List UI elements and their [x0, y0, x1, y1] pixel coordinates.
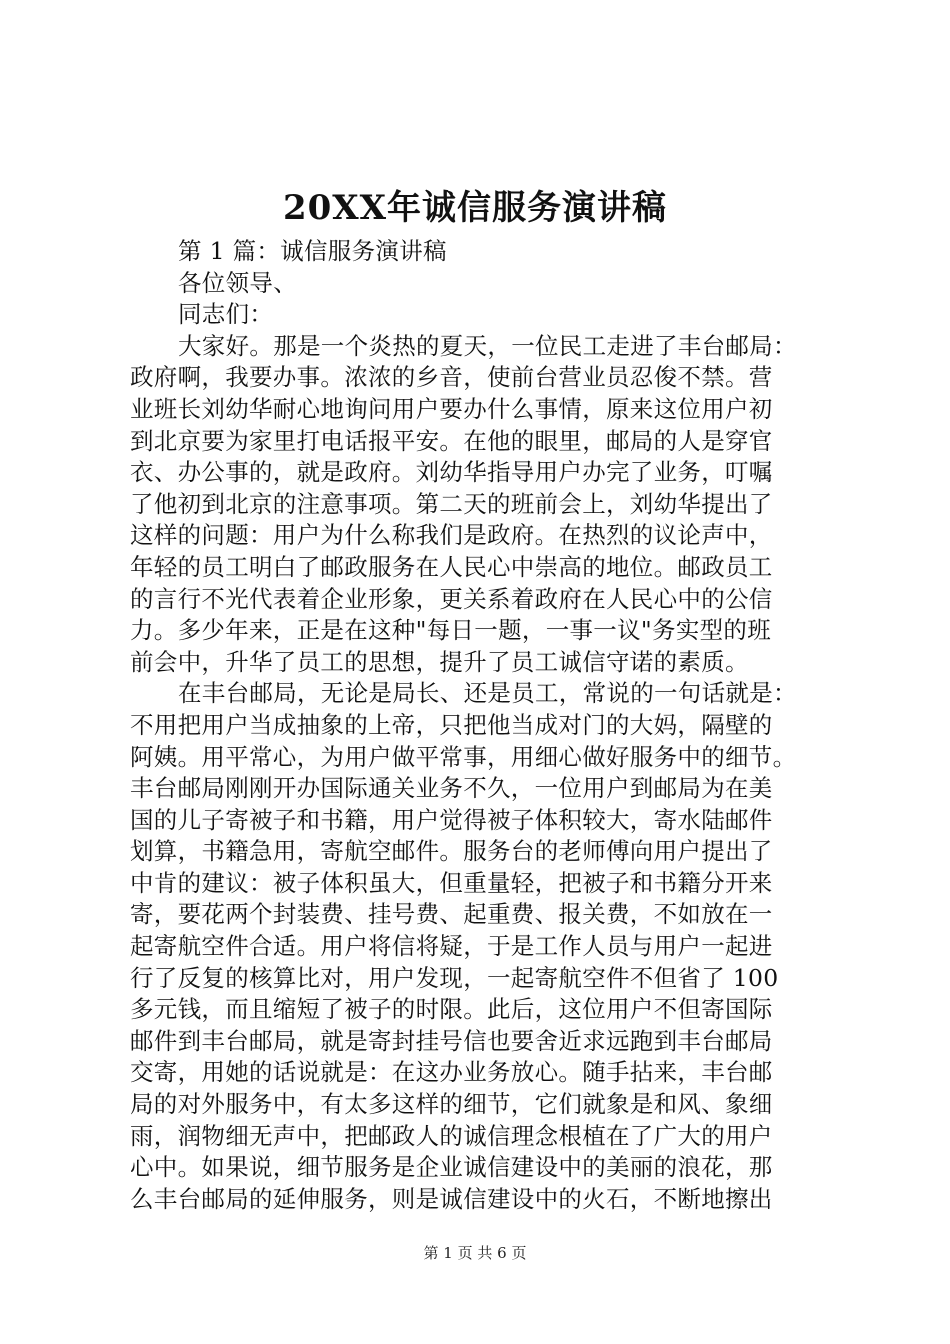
text-line: 划算，书籍急用，寄航空邮件。服务台的老师傅向用户提出了: [130, 837, 773, 866]
text-line: 行了反复的核算比对，用户发现，一起寄航空件不但省了 100: [130, 963, 779, 992]
text-line: 同志们：: [178, 300, 274, 329]
text-line: 衣、办公事的，就是政府。刘幼华指导用户办完了业务，叮嘱: [130, 458, 773, 487]
text-line: 在丰台邮局，无论是局长、还是员工，常说的一句话就是：: [178, 679, 797, 708]
text-line: 局的对外服务中，有太多这样的细节，它们就象是和风、象细: [130, 1090, 773, 1119]
text-line: 年轻的员工明白了邮政服务在人民心中崇高的地位。邮政员工: [130, 552, 773, 581]
text-line: 心中。如果说，细节服务是企业诚信建设中的美丽的浪花，那: [130, 1153, 773, 1182]
text-line: 多元钱，而且缩短了被子的时限。此后，这位用户不但寄国际: [130, 995, 773, 1024]
text-line: 中肯的建议：被子体积虽大，但重量轻，把被子和书籍分开来: [130, 868, 773, 897]
text-line: 各位领导、: [178, 268, 297, 297]
document-body: [130, 236, 846, 1215]
text-line: 到北京要为家里打电话报平安。在他的眼里，邮局的人是穿官: [130, 426, 773, 455]
text-line: 邮件到丰台邮局，就是寄封挂号信也要舍近求远跑到丰台邮局: [130, 1026, 773, 1055]
text-line: 业班长刘幼华耐心地询问用户要办什么事情，原来这位用户初: [130, 394, 773, 423]
text-line: 雨，润物细无声中，把邮政人的诚信理念根植在了广大的用户: [130, 1121, 773, 1150]
text-line: 不用把用户当成抽象的上帝，只把他当成对门的大妈，隔壁的: [130, 710, 773, 739]
text-line: 丰台邮局刚刚开办国际通关业务不久，一位用户到邮局为在美: [130, 774, 773, 803]
text-line: 交寄，用她的话说就是：在这办业务放心。随手拈来，丰台邮: [130, 1058, 773, 1087]
text-line: 前会中，升华了员工的思想，提升了员工诚信守诺的素质。: [130, 647, 749, 676]
text-line: 起寄航空件合适。用户将信将疑，于是工作人员与用户一起进: [130, 932, 773, 961]
document-title: 20XX年诚信服务演讲稿: [282, 188, 668, 228]
page-footer: 第 1 页 共 6 页: [423, 1244, 527, 1262]
text-line: 阿姨。用平常心，为用户做平常事，用细心做好服务中的细节。: [130, 742, 797, 771]
text-line: 力。多少年来，正是在这种"每日一题，一事一议"务实型的班: [130, 616, 772, 645]
text-line: 了他初到北京的注意事项。第二天的班前会上，刘幼华提出了: [130, 489, 773, 518]
text-line: 第 1 篇：诚信服务演讲稿: [178, 237, 447, 265]
text-line: 么丰台邮局的延伸服务，则是诚信建设中的火石，不断地擦出: [130, 1184, 773, 1213]
text-line: 这样的问题：用户为什么称我们是政府。在热烈的议论声中，: [130, 521, 773, 550]
text-line: 大家好。那是一个炎热的夏天，一位民工走进了丰台邮局：: [178, 331, 797, 360]
text-line: 的言行不光代表着企业形象，更关系着政府在人民心中的公信: [130, 584, 773, 613]
text-line: 寄，要花两个封装费、挂号费、起重费、报关费，不如放在一: [130, 900, 773, 929]
text-line: 政府啊，我要办事。浓浓的乡音，使前台营业员忍俊不禁。营: [130, 363, 773, 392]
text-line: 国的儿子寄被子和书籍，用户觉得被子体积较大，寄水陆邮件: [130, 805, 773, 834]
